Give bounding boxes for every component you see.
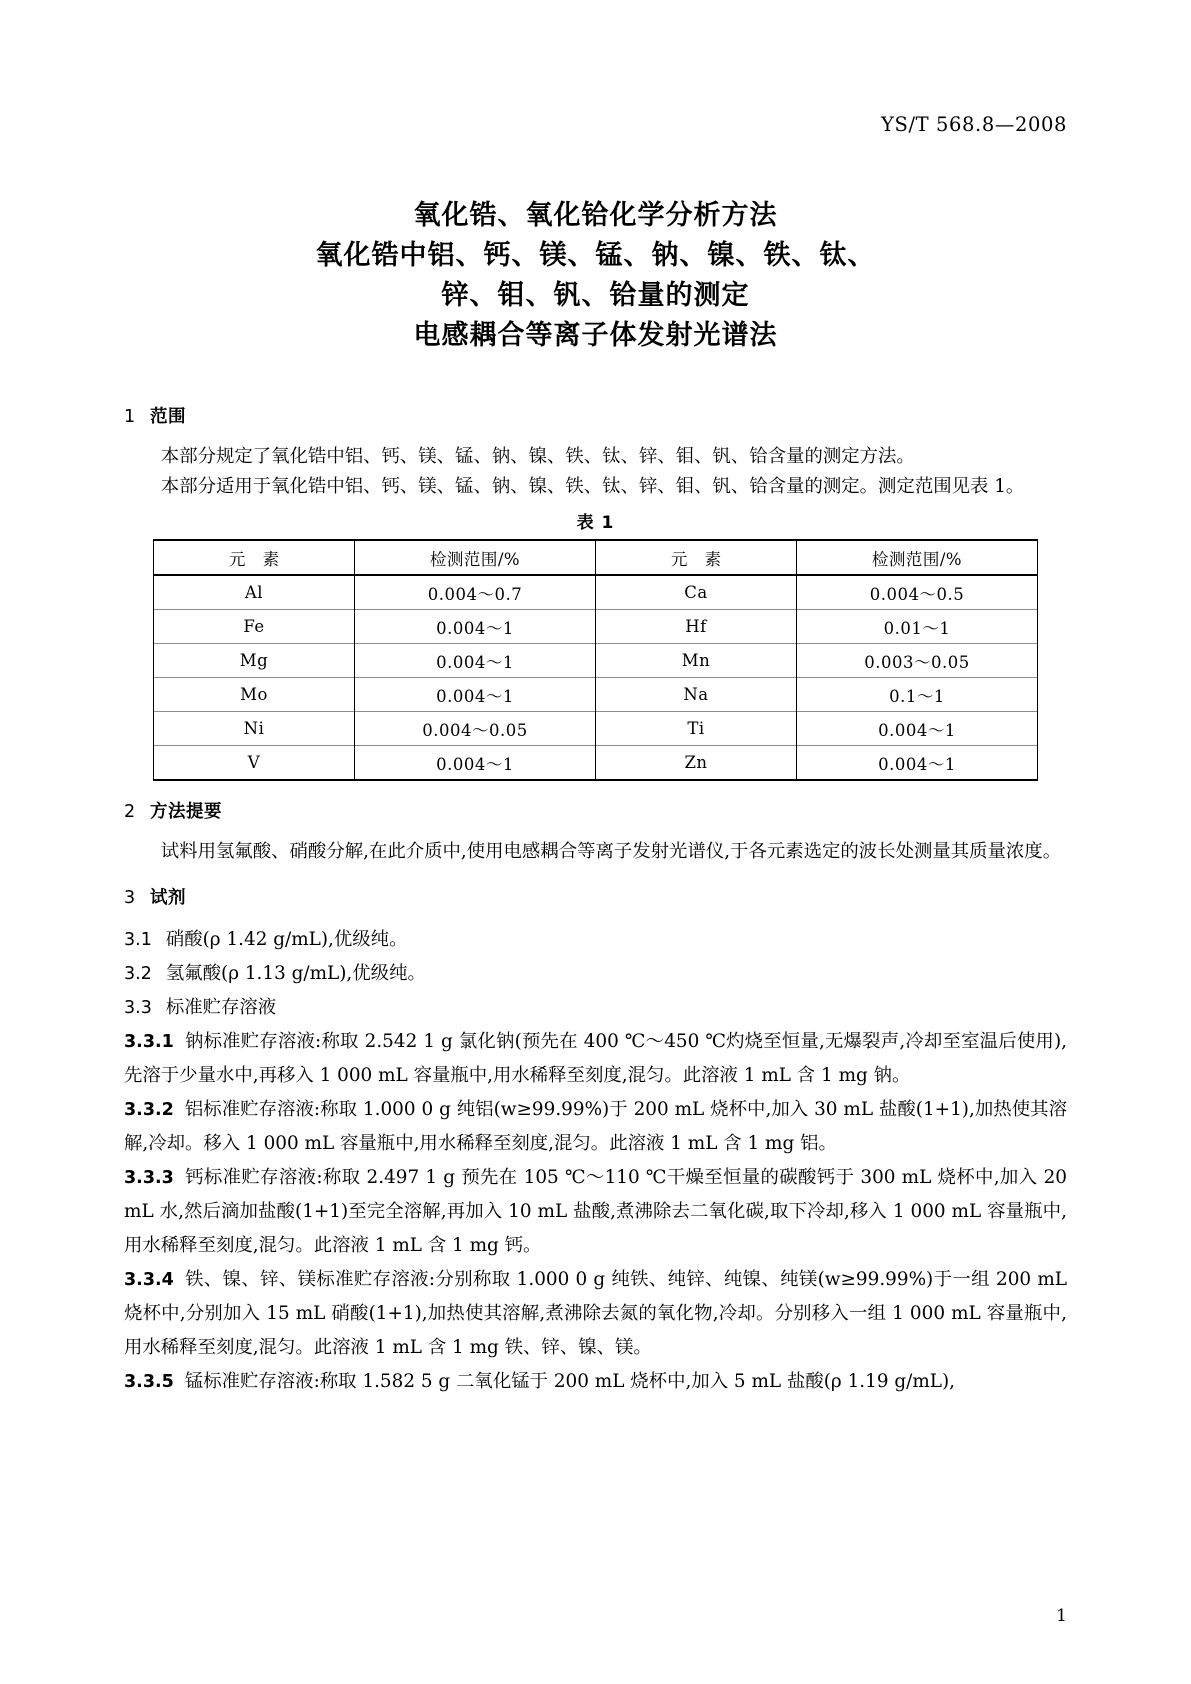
cell-range-left: 0.004～0.05: [355, 712, 596, 746]
title-line-2: 氧化锆中铝、钙、镁、锰、钠、镍、铁、钛、: [315, 240, 876, 271]
title-line-1: 氧化锆、氧化铪化学分析方法: [413, 200, 778, 231]
reagent-item-3-3-1: [124, 1025, 1067, 1093]
cell-range-left: 0.004～0.7: [355, 575, 596, 610]
running-header: [0, 113, 1067, 136]
cell-element-left: Fe: [154, 610, 355, 644]
cell-element-right: Ti: [596, 712, 797, 746]
title-line-4: 电感耦合等离子体发射光谱法: [413, 320, 778, 351]
clause-title-3: 试剂: [150, 888, 186, 908]
reagent-index-3-3-3: 3.3.3: [124, 1168, 174, 1188]
cell-range-right: 0.01～1: [797, 610, 1038, 644]
reagent-item-3-3-5: [124, 1365, 1067, 1399]
table-header-element-right: 元 素: [596, 540, 797, 575]
cell-element-left: V: [154, 746, 355, 781]
table-1-caption: 表 1: [576, 513, 615, 533]
reagent-index-3-3-5: 3.3.5: [124, 1372, 174, 1392]
reagent-index-3-1: 3.1: [124, 930, 152, 950]
reagent-text-3-3-2: 铝标准贮存溶液:称取 1.000 0 g 纯铝(w≥99.99%)于 200 mL 烧杯中,加入 30 mL 盐酸(1+1),加热使其溶解,冷却。移入 1 000 mL 容量瓶中,用水稀释至刻度,混匀。此溶液 1 mL 含 1 mg 铝。: [124, 1099, 1067, 1154]
reagent-text-3-3: 标准贮存溶液: [165, 997, 277, 1018]
table-header-row: [154, 540, 1038, 575]
reagent-index-3-3-2: 3.3.2: [124, 1100, 174, 1120]
cell-element-left: Al: [154, 575, 355, 610]
cell-range-right: 0.004～0.5: [797, 575, 1038, 610]
standard-number: YS/T 568.8—2008: [881, 113, 1067, 136]
cell-element-right: Na: [596, 678, 797, 712]
scope-paragraph-2: 本部分适用于氧化锆中铝、钙、镁、锰、钠、镍、铁、钛、锌、钼、钒、铪含量的测定。测定范围见表 1。: [160, 476, 1025, 497]
reagent-index-3-3-4: 3.3.4: [124, 1270, 174, 1290]
table-header-element-left: 元 素: [154, 540, 355, 575]
clause-title-1: 范围: [150, 407, 186, 427]
reagent-item-3-3-2: [124, 1093, 1067, 1161]
clause-heading-reagents: [124, 885, 1067, 911]
reagent-text-3-1: 硝酸(ρ 1.42 g/mL),优级纯。: [165, 929, 408, 950]
reagent-item-3-2: [124, 957, 1067, 991]
cell-range-left: 0.004～1: [355, 644, 596, 678]
reagent-item-3-3-4: [124, 1263, 1067, 1365]
table-row: [154, 644, 1038, 678]
reagent-item-3-3: [124, 991, 1067, 1025]
reagent-text-3-3-1: 钠标准贮存溶液:称取 2.542 1 g 氯化钠(预先在 400 ℃～450 ℃灼烧至恒量,无爆裂声,冷却至室温后使用),先溶于少量水中,再移入 1 000 mL 容量瓶中,用水稀释至刻度,混匀。此溶液 1 mL 含 1 mg 钠。: [124, 1031, 1067, 1086]
cell-range-left: 0.004～1: [355, 610, 596, 644]
reagent-text-3-2: 氢氟酸(ρ 1.13 g/mL),优级纯。: [165, 963, 426, 984]
reagent-index-3-2: 3.2: [124, 964, 152, 984]
cell-range-right: 0.004～1: [797, 712, 1038, 746]
table-row: [154, 575, 1038, 610]
cell-element-right: Mn: [596, 644, 797, 678]
clause-title-2: 方法提要: [150, 802, 222, 822]
table-row: [154, 712, 1038, 746]
scope-paragraph-1: 本部分规定了氧化锆中铝、钙、镁、锰、钠、镍、铁、钛、锌、钼、钒、铪含量的测定方法。: [160, 446, 915, 467]
cell-range-left: 0.004～1: [355, 678, 596, 712]
clause-heading-scope: [124, 404, 1067, 430]
reagent-index-3-3: 3.3: [124, 998, 152, 1018]
reagent-text-3-3-5: 锰标准贮存溶液:称取 1.582 5 g 二氧化锰于 200 mL 烧杯中,加入 5 mL 盐酸(ρ 1.19 g/mL),: [184, 1371, 956, 1392]
document-body: [124, 404, 1067, 1399]
clause-number-1: 1: [124, 407, 136, 427]
reagent-text-3-3-4: 铁、镍、锌、镁标准贮存溶液:分别称取 1.000 0 g 纯铁、纯锌、纯镍、纯镁(w≥99.99%)于一组 200 mL 烧杯中,分别加入 15 mL 硝酸(1+1),加热使其溶解,煮沸除去氮的氧化物,冷却。分别移入一组 1 000 mL 容量瓶中,用水稀释至刻度,混匀。此溶液 1 mL 含 1 mg 铁、锌、镍、镁。: [124, 1269, 1067, 1358]
table-header-range-right: 检测范围/%: [797, 540, 1038, 575]
cell-element-right: Ca: [596, 575, 797, 610]
table-1-detection-ranges: [153, 539, 1038, 781]
reagent-index-3-3-1: 3.3.1: [124, 1032, 174, 1052]
principle-paragraph-1: 试料用氢氟酸、硝酸分解,在此介质中,使用电感耦合等离子发射光谱仪,于各元素选定的波长处测量其质量浓度。: [160, 841, 1062, 862]
clause-number-3: 3: [124, 888, 136, 908]
clause-number-2: 2: [124, 802, 136, 822]
cell-element-left: Mg: [154, 644, 355, 678]
table-row: [154, 678, 1038, 712]
cell-element-left: Ni: [154, 712, 355, 746]
document-title: [124, 196, 1067, 356]
cell-element-right: Zn: [596, 746, 797, 781]
cell-element-left: Mo: [154, 678, 355, 712]
cell-range-left: 0.004～1: [355, 746, 596, 781]
table-row: [154, 610, 1038, 644]
cell-element-right: Hf: [596, 610, 797, 644]
cell-range-right: 0.1～1: [797, 678, 1038, 712]
reagent-item-3-3-3: [124, 1161, 1067, 1263]
title-line-3: 锌、钼、钒、铪量的测定: [441, 280, 750, 311]
table-row: [154, 746, 1038, 781]
cell-range-right: 0.004～1: [797, 746, 1038, 781]
reagent-text-3-3-3: 钙标准贮存溶液:称取 2.497 1 g 预先在 105 ℃～110 ℃干燥至恒量的碳酸钙于 300 mL 烧杯中,加入 20 mL 水,然后滴加盐酸(1+1)至完全溶解,再加入 10 mL 盐酸,煮沸除去二氧化碳,取下冷却,移入 1 000 mL 容量瓶中,用水稀释至刻度,混匀。此溶液 1 mL 含 1 mg 钙。: [124, 1167, 1067, 1256]
page-number: 1: [1056, 1606, 1067, 1626]
reagent-item-3-1: [124, 923, 1067, 957]
clause-heading-principle: [124, 799, 1067, 825]
cell-range-right: 0.003～0.05: [797, 644, 1038, 678]
table-header-range-left: 检测范围/%: [355, 540, 596, 575]
